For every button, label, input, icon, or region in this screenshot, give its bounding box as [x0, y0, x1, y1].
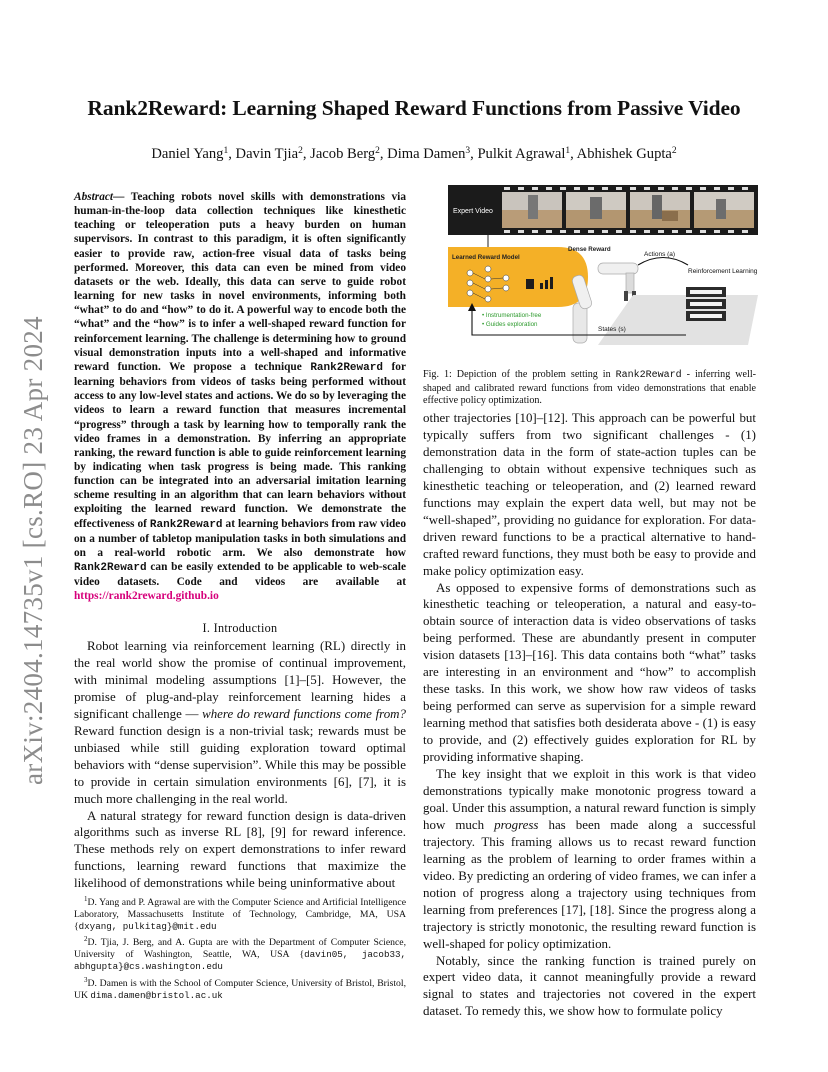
actions-arrow [638, 258, 688, 266]
author: Dima Damen [387, 146, 466, 162]
affiliation-mark: 2 [298, 146, 303, 156]
introduction-left-column [74, 638, 406, 892]
actions-label: Actions (a) [644, 251, 676, 258]
footnotes [74, 893, 406, 1002]
paragraph: other trajectories [10]–[12]. This approach can be powerful but typically suffers from two significant challenges - (1) demonstration data in the form of state-action tuples can be challenging to obtain without expensive techniques such as kinesthetic teaching or teleoperation, and (2) learned reward functions may explain the expert data well, but may not be “well-shaped”, providing no guidance for exploration. For data-driven reward functions to be a practical alternative to hand-crafted reward functions, they must both be easy to provide and make policy optimization easy. [423, 410, 756, 578]
text: Robot learning via reinforcement learning (RL) directly in the real world show the promise of continual improvement, with minimal modeling assumptions [1]–[5]. However, the promise of plug-and-play reinforcement learning hides a significant challenge — [74, 638, 406, 721]
affiliation-mark: 3 [465, 146, 471, 156]
text: has been made along a successful trajectory. This framing allows us to recast reward function learning as the problem of learning to order frames within a video. By predicting an ordering of video frames, we can infer a notion of progress along a trajectory using techniques from learning from preferences [17], [18]. Since the progress along a trajectory is strictly monotonic, the resulting reward function is well-shaped for policy optimization. [423, 816, 757, 951]
figure-1-caption [423, 369, 756, 408]
paragraph [423, 766, 756, 952]
text: Fig. 1: Depiction of the problem setting in [423, 369, 616, 380]
bullet-guides-exploration: • Guides exploration [482, 321, 538, 328]
arxiv-sidebar-stamp: arXiv:2404.14735v1 [cs.RO] 23 Apr 2024 [18, 316, 48, 785]
paragraph: Notably, since the ranking function is trained purely on expert video data, it cannot meaningfully provide a reward signal to states and trajectories not covered in the expert dataset. To remedy this, we show how to formulate policy [423, 952, 756, 1019]
figure-1-diagram [448, 185, 758, 365]
affiliation-mark: 1 [565, 146, 571, 156]
project-url-link[interactable]: https://rank2reward.github.io [74, 590, 219, 603]
method-name: Rank2Reward [615, 370, 682, 381]
right-column-body [423, 410, 756, 1020]
email-domain: }@mit.edu [166, 921, 217, 933]
abstract [74, 190, 406, 604]
table-surface [598, 295, 758, 345]
author-list: Daniel Yang$^1$, Davin Tjia$^2$, Jacob Berg$^2$, Dima Damen$^3$, Pulkit Agrawal$^1$, Abhishek Gupta$^2$ [151, 146, 677, 162]
text: D. Yang and P. Agrawal are with the Computer Science and Artificial Intelligence Laboratory, Massachusetts Institute of Technology, Cambridge, MA, USA { [74, 897, 406, 933]
paragraph [74, 638, 406, 808]
abstract-lead: Abstract— [74, 191, 125, 203]
affiliation-mark: 2 [375, 146, 380, 156]
text: - inferring well-shaped and calibrated reward functions from video demonstrations that enable effective policy optimization. [423, 369, 756, 407]
states-label: States (s) [598, 326, 626, 333]
drawer-icon [686, 287, 726, 321]
method-name: Rank2Reward [149, 518, 223, 531]
method-name: Rank2Reward [310, 361, 383, 374]
paragraph: As opposed to expensive forms of demonstrations such as kinesthetic teaching or teleoperation, a natural and easy-to-obtain source of interaction data is video observations of tasks being performed. These are abundantly present in computer vision datasets [13]–[16]. This data contains both “what” tasks are interesting in an environment and “how” to accomplish these tasks. In this work, we show how raw videos of tasks being performed can serve as supervision for a simple reward learning method that satisfies both desiderata above - (1) is easy to provide, and (2) effectively guides exploration for RL by providing informative shaping. [423, 579, 756, 765]
footnote-2: $^2$D. Tjia, J. Berg, and A. Gupta are with the Department of Computer Science, University of Washington, Seattle, WA, USA {davin05, jacob33, abhgupta}@cs.washington.edu [74, 935, 406, 973]
text: D. Damen is with the School of Computer Science, University of Bristol, Bristol, UK [74, 977, 406, 1001]
author: Abhishek Gupta [576, 146, 672, 162]
reward-model-label: Learned Reward Model [452, 254, 520, 261]
paragraph: A natural strategy for reward function design is data-driven algorithms such as inverse RL [8], [9] for reward inference. These methods rely on expert demonstrations to infer reward functions, learning reward functions that maximize the likelihood of demonstrations while being uninformative about [74, 807, 406, 891]
author: Daniel Yang [151, 146, 224, 162]
author: Davin Tjia [235, 146, 299, 162]
bar-icon [540, 283, 543, 289]
text: The key insight that we exploit in this work is that video demonstrations typically make monotonic progress toward a goal. Under this assumption, a natural reward function is simply how much [423, 766, 756, 832]
paper-title: Rank2Reward: Learning Shaped Reward Functions from Passive Video [87, 96, 741, 120]
footnote-1: $^1$D. Yang and P. Agrawal are with the Computer Science and Artificial Intelligence Laboratory, Massachusetts Institute of Technology, Cambridge, MA, USA {dxyang, pulkitag}@mit.edu [74, 895, 406, 933]
affiliation-mark: 2 [671, 146, 677, 156]
abstract-text: can be easily extended to be applicable to web-scale video datasets. Code and videos are available at [74, 561, 406, 589]
bullet-instrumentation-free: • Instrumentation-free [482, 312, 542, 319]
email: davin05, jacob33, abhgupta [74, 949, 406, 973]
author: Jacob Berg [310, 146, 376, 162]
text: D. Tjia, J. Berg, and A. Gupta are with the Department of Computer Science, University of Washington, Seattle, WA, USA { [74, 937, 406, 961]
email-domain: }@cs.washington.edu [118, 961, 223, 973]
author: Pulkit Agrawal [477, 146, 566, 162]
abstract-text: Teaching robots novel skills with demonstrations via human-in-the-loop data collection techniques like kinesthetic teaching or teleoperation puts a heavy burden on human supervisors. In contrast to this paradigm, it is often significantly easier to provide raw, action-free visual data of tasks being performed. Moreover, this data can even be mined from video datasets or the web. Ideally, this data can serve to guide robot learning for new tasks in novel environments, informing both “what” to do and “how” to do it. A powerful way to encode both the “what” and the “how” is to infer a well-shaped reward function for reinforcement learning. The challenge is determining how to ground visual demonstration inputs into a well-shaped and informative reward function. We propose a technique [74, 191, 406, 373]
dense-reward-label: Dense Reward [568, 246, 611, 253]
email: dima.damen@bristol.ac.uk [90, 989, 223, 1001]
email: dxyang, pulkitag [78, 921, 167, 933]
footnote-3: $^3$D. Damen is with the School of Computer Science, University of Bristol, Bristol, UK dima.damen@bristol.ac.uk [74, 975, 406, 1001]
section-heading-introduction: I. Introduction [202, 621, 278, 635]
emphasis: progress [494, 816, 539, 832]
emphasis: where do reward functions come from? [202, 705, 406, 721]
text: Reward function design is a non-trivial task; rewards must be unbiased while still guiding exploration toward optimal behaviors with “dense supervision”. While this may be possible to provide in certain simulation environments [6], [7], it is much more challenging in the real world. [74, 722, 406, 806]
abstract-text: at learning behaviors from raw video on a number of tabletop manipulation tasks in both simulations and on a real-world robotic arm. We also demonstrate how [74, 517, 406, 559]
expert-video-label: Expert Video [453, 208, 493, 215]
ranking-icon [526, 279, 534, 289]
method-name: Rank2Reward [74, 562, 147, 575]
figure-svg [448, 185, 758, 365]
rl-label: Reinforcement Learning [688, 268, 758, 275]
abstract-text: for learning behaviors from videos of tasks being performed without access to any low-level states and actions. We do so by leveraging the videos to learn a reward function that measures incremental “progress” through a task by learning how to temporally rank the video frames in a demonstration. By inferring an appropriate ranking, the reward function is able to guide reinforcement learning by indicating when task progress is being made. This ranking function can be integrated into an adversarial imitation learning scheme resulting in an algorithm that can learn behaviors without exploiting the learned reward function. We demonstrate the effectiveness of [74, 360, 406, 530]
affiliation-mark: 1 [223, 146, 229, 156]
